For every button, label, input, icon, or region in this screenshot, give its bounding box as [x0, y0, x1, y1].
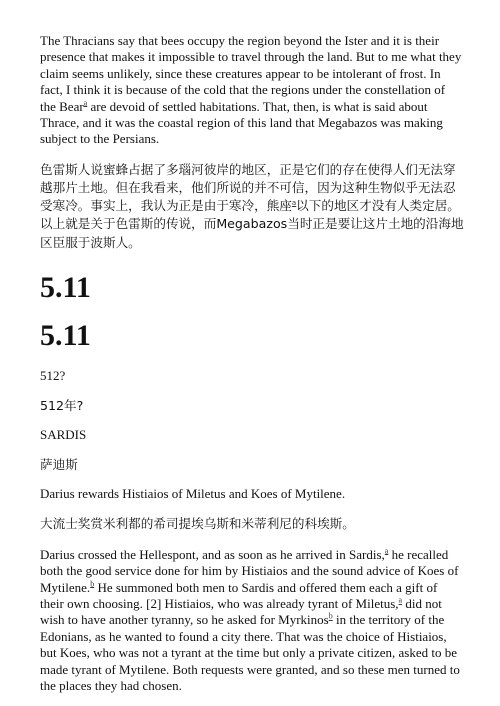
paragraph-text: The Thracians say that bees occupy the region beyond the Ister and it is their presence that makes it impossible to travel through the land. But to me what they claim seems unlikely, since these creatures appear to be intolerant of frost. In fact, I think it is because of the cold that the regions under the constellation of the Bear	[40, 33, 462, 114]
paragraph-text: 以下的地区才没有人类定居。以上就是关于色雷斯的传说，而Megabazos当时正是要让这片土地的沿海地区臣服于波斯人。	[40, 198, 464, 250]
date-label: 512?	[40, 367, 66, 383]
footnote-link[interactable]: b	[90, 579, 95, 589]
section-summary: Darius rewards Histiaios of Miletus and Koes of Mytilene.	[40, 486, 346, 502]
footnote-link[interactable]: a	[398, 595, 403, 605]
place-label-translated: 萨迪斯	[40, 456, 78, 472]
english-paragraph-thrace	[40, 33, 464, 148]
paragraph-text: are devoid of settled habitations. That, then, is what is said about Thrace, and it was the coastal region of this land that Megabazos was making subject to the Persians.	[40, 98, 443, 147]
place-label: SARDIS	[40, 427, 87, 443]
date-label-translated: 512年?	[40, 398, 84, 414]
paragraph-text: did not wish to have another tyranny, so he asked for Myrkinos	[40, 595, 442, 628]
chinese-paragraph-thrace	[40, 161, 464, 252]
paragraph-text: he recalled both the good service done for him by Histiaios and the sound advice of Koes of Mytilene.	[40, 546, 459, 595]
paragraph-text: Darius crossed the Hellespont, and as soon as he arrived in Sardis,	[40, 546, 385, 562]
footnote-link[interactable]: b	[328, 611, 333, 621]
english-paragraph-darius	[40, 547, 464, 695]
section-summary-translated: 大流士奖赏米利都的希司提埃乌斯和米蒂利尼的科埃斯。	[40, 516, 355, 532]
section-heading-translated: 5.11	[40, 318, 91, 352]
section-heading: 5.11	[40, 270, 91, 304]
footnote-link[interactable]: a	[83, 98, 88, 108]
document-page	[40, 33, 464, 694]
paragraph-text: He summoned both men to Sardis and offered them each a gift of their own choosing. [2] Histiaios, who was already tyrant of Miletus,	[40, 579, 438, 611]
footnote-link[interactable]: a	[384, 546, 389, 556]
footnote-link[interactable]: a	[291, 199, 297, 208]
paragraph-text: in the territory of the Edonians, as he wanted to found a city there. That was the choice of Histiaios, but Koes, who was not a tyrant at the time but only a private citizen, asked to be made tyrant of Mytilene. Both requests were granted, and so these men turned to the places they had chosen.	[40, 612, 460, 693]
paragraph-text: 色雷斯人说蜜蜂占据了多瑙河彼岸的地区，正是它们的存在使得人们无法穿越那片土地。但在我看来，他们所说的并不可信，因为这种生物似乎无法忍受寒冷。事实上，我认为正是由于寒冷，熊座	[40, 161, 456, 214]
